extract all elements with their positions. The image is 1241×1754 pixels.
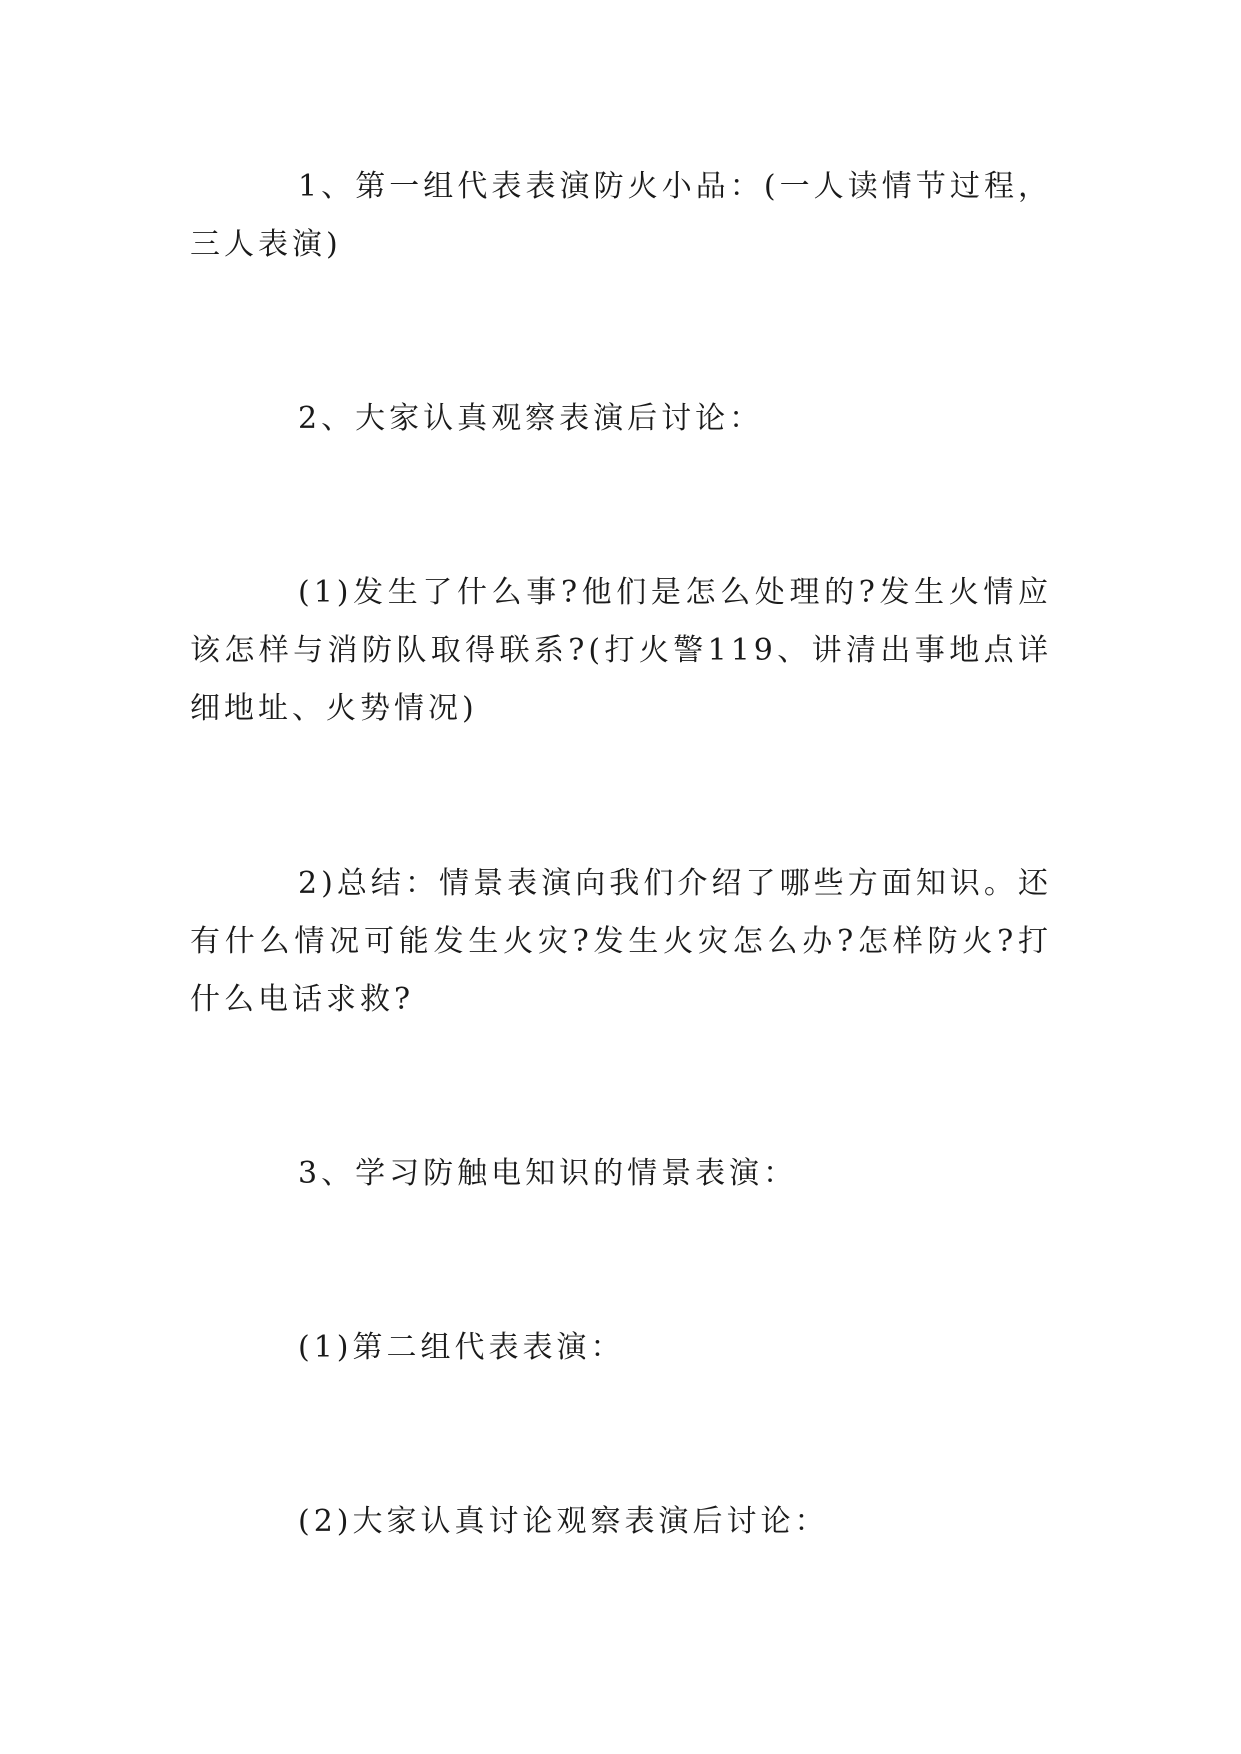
paragraph-4: 2)总结：情景表演向我们介绍了哪些方面知识。还有什么情况可能发生火灾?发生火灾怎么办?怎样防火?打什么电话求救? — [190, 866, 1052, 1017]
paragraph-1: 1、第一组代表表演防火小品：(一人读情节过程，三人表演) — [190, 169, 1052, 262]
paragraph-5: 3、学习防触电知识的情景表演： — [298, 1156, 798, 1191]
paragraph-6: (1)第二组代表表演： — [298, 1330, 625, 1365]
paragraph-7: (2)大家认真讨论观察表演后讨论： — [298, 1504, 829, 1539]
paragraph-2: 2、大家认真观察表演后讨论： — [298, 401, 764, 436]
paragraph-3: (1)发生了什么事?他们是怎么处理的?发生火情应该怎样与消防队取得联系?(打火警119、讲清出事地点详细地址、火势情况) — [190, 575, 1052, 726]
